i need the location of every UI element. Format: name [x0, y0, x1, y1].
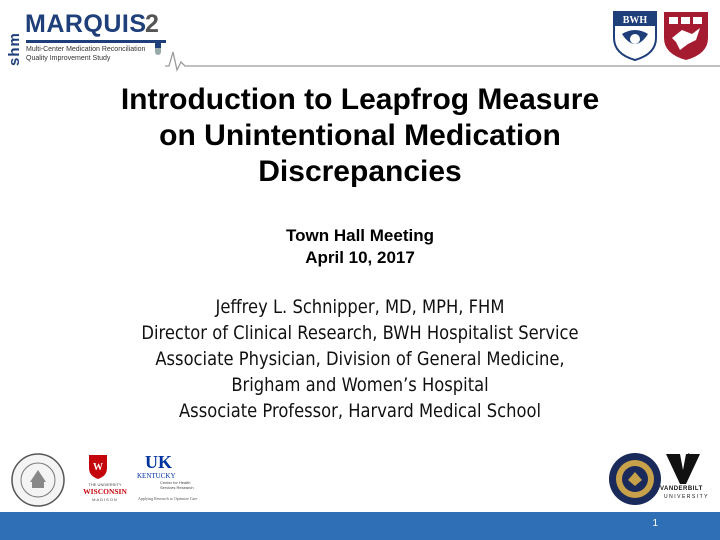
- presenter-role-2: Associate Physician, Division of General Medicine,: [155, 348, 565, 370]
- wisconsin-bottom: MADISON: [92, 497, 118, 502]
- kentucky-name: KENTUCKY: [137, 472, 176, 480]
- wisconsin-name: WISCONSIN: [83, 487, 127, 496]
- event-name: Town Hall Meeting: [286, 226, 434, 245]
- vanderbilt-v-icon: [664, 452, 702, 486]
- uk-center: Center for Health Services Research: [160, 480, 194, 490]
- svg-text:W: W: [93, 462, 103, 473]
- title-line-1: Introduction to Leapfrog Measure: [120, 83, 600, 116]
- footer-bar: [0, 512, 720, 540]
- event-date: April 10, 2017: [305, 248, 415, 267]
- presenter-role-3: Brigham and Women’s Hospital: [231, 374, 489, 396]
- vanderbilt-name: VANDERBILT: [660, 486, 703, 492]
- bwh-label: BWH: [622, 15, 648, 26]
- wisconsin-top: THE UNIVERSITY: [88, 482, 122, 487]
- title-line-2: on Unintentional Medication: [159, 119, 561, 152]
- title-line-3: Discrepancies: [258, 155, 462, 188]
- bwh-shield-logo: [612, 10, 658, 62]
- harvard-shield-logo: [662, 10, 710, 62]
- vanderbilt-sub: UNIVERSITY: [664, 494, 710, 500]
- presenter-role-1: Director of Clinical Research, BWH Hospitalist Service: [141, 322, 579, 344]
- logo-name: MARQUIS: [25, 10, 147, 38]
- logo-number: 2: [145, 10, 159, 38]
- logo-underline: [26, 40, 166, 43]
- wisconsin-crest-icon: [88, 454, 108, 480]
- logo-subtitle-2: Quality Improvement Study: [26, 55, 111, 62]
- presenter-block: [85, 294, 635, 424]
- presenter-role-4: Associate Professor, Harvard Medical School: [178, 400, 541, 422]
- shm-logo-text: shm: [6, 32, 23, 66]
- marquis-logo: [6, 4, 176, 68]
- uk-tagline: Applying Research to Optimize Care: [138, 496, 198, 501]
- uk-logo: UK: [145, 452, 172, 472]
- va-seal-logo: [608, 452, 662, 506]
- slide-title: [40, 82, 680, 190]
- page-number: 1: [652, 518, 658, 529]
- pill-icon: [155, 41, 161, 55]
- presenter-name: Jeffrey L. Schnipper, MD, MPH, FHM: [215, 296, 505, 318]
- emory-seal-logo: [8, 452, 68, 508]
- logo-subtitle-1: Multi-Center Medication Reconciliation: [26, 46, 146, 53]
